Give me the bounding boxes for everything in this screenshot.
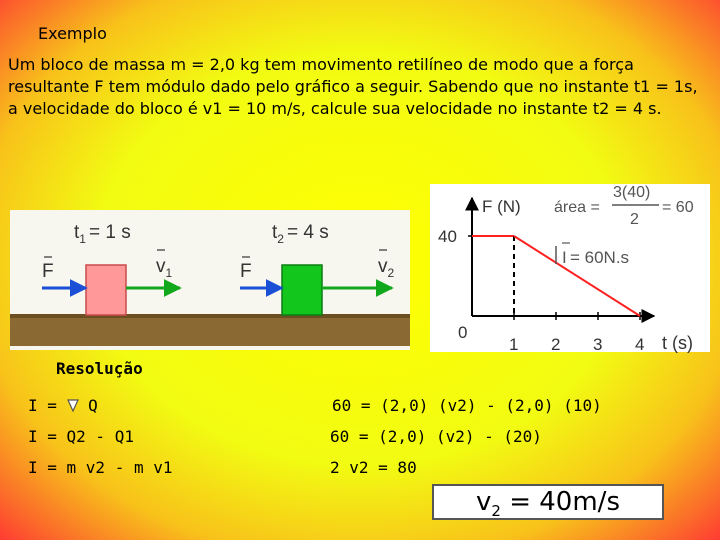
x-tick-label: 2 bbox=[551, 335, 561, 354]
block-1 bbox=[86, 265, 126, 315]
eq-impulse-rhs: Q bbox=[88, 396, 98, 415]
y-axis-label: F (N) bbox=[482, 197, 521, 216]
physics-scene bbox=[0, 180, 720, 380]
velocity-label-1: $v_1$ bbox=[156, 256, 173, 280]
equation-substitution-2: 60 = (2,0) (v2) - (20) bbox=[330, 427, 542, 446]
equation-momentum-mass-velocity: I = m v2 - m v1 bbox=[28, 458, 173, 477]
problem-statement: Um bloco de massa m = 2,0 kg tem movimento retilíneo de modo que a força resultante F tem módulo dado pelo gráfico a seguir. Sabendo que no instante t1 = 1s, a velocidade do bloco é v1 = 10 m/s, calcule sua velocidade no instante t2 = 4 s. bbox=[8, 55, 698, 118]
force-label-1: F bbox=[42, 261, 54, 282]
y-tick-label: 40 bbox=[438, 227, 457, 246]
x-tick-label: 1 bbox=[509, 335, 519, 354]
block-2 bbox=[282, 265, 322, 315]
velocity-label-2: $v_2$ bbox=[378, 256, 395, 280]
equation-impulse-theorem bbox=[28, 396, 98, 415]
equation-momentum-difference: I = Q2 - Q1 bbox=[28, 427, 134, 446]
area-label: área = bbox=[554, 199, 600, 216]
equation-substitution-1: 60 = (2,0) (v2) - (2,0) (10) bbox=[332, 396, 602, 415]
answer-subscript: 2 bbox=[491, 502, 501, 521]
ground-edge bbox=[10, 314, 410, 318]
x-tick-label: 0 bbox=[458, 323, 468, 342]
impulse-symbol: I bbox=[562, 248, 567, 267]
answer-value: = 40m/s bbox=[500, 487, 620, 517]
answer-box bbox=[432, 484, 664, 520]
equation-substitution-3: 2 v2 = 80 bbox=[330, 458, 417, 477]
resolution-title: Resolução bbox=[56, 359, 143, 378]
eq-impulse-lhs: I = bbox=[28, 396, 67, 415]
ground bbox=[10, 316, 410, 346]
force-label-2: F bbox=[240, 261, 252, 282]
x-tick-label: 3 bbox=[593, 335, 603, 354]
impulse-value: = 60N.s bbox=[570, 248, 630, 267]
heading: Exemplo bbox=[38, 24, 107, 43]
area-numerator: 3(40) bbox=[613, 184, 651, 201]
area-result: = 60 bbox=[662, 199, 694, 216]
delta-symbol-icon bbox=[67, 399, 79, 412]
x-tick-label: 4 bbox=[635, 335, 645, 354]
answer-symbol: v bbox=[476, 487, 492, 517]
time-label-1: $t_1 = 1$ s bbox=[74, 222, 131, 246]
area-denominator: 2 bbox=[630, 211, 639, 228]
x-axis-label: t (s) bbox=[662, 333, 693, 353]
time-label-2: $t_2 = 4$ s bbox=[272, 222, 329, 246]
